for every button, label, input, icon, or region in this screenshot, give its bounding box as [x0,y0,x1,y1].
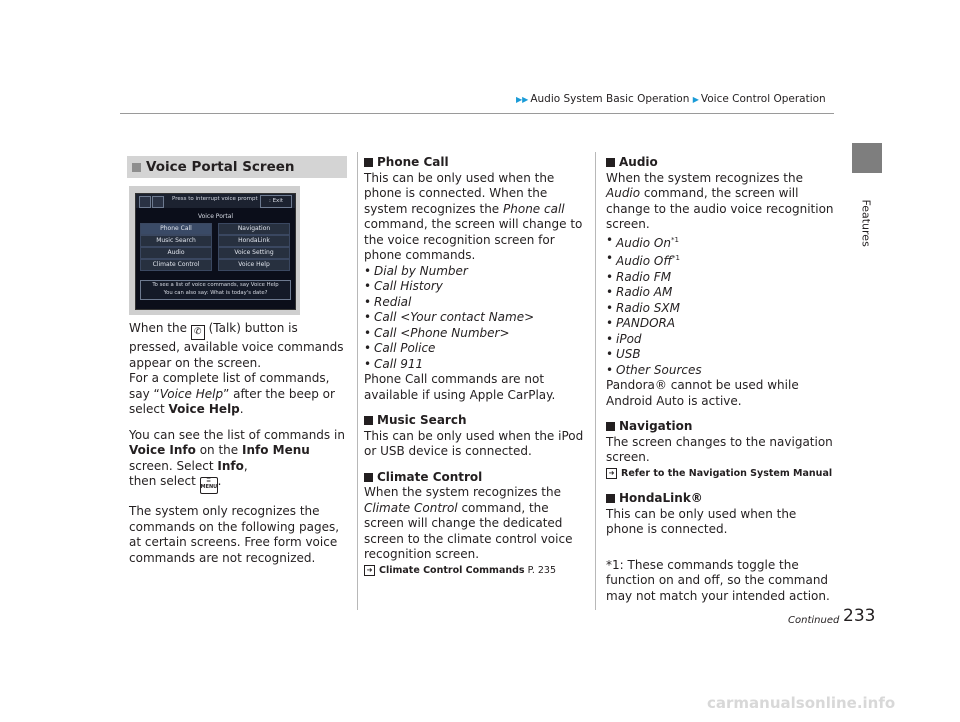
bullet-icon: • [606,232,614,247]
hondalink-button: HondaLink [218,235,290,247]
list-item-text: Call 911 [374,356,424,371]
bullet-icon: • [606,362,614,377]
middle-column [364,155,590,578]
square-icon [606,494,615,503]
column-divider [595,152,596,610]
climate-control-button: Climate Control [140,259,212,271]
interrupt-text: Press to interrupt voice prompt [172,196,258,202]
bullet-icon: • [364,325,372,340]
list-item [606,301,834,317]
list-item [364,326,590,342]
list-item-text: Call <Phone Number> [374,325,510,340]
list-item [606,363,834,379]
bullet-icon: • [606,285,614,299]
voice-portal-screenshot [129,186,300,315]
navigation-button: Navigation [218,223,290,235]
navigation-manual-reference-link[interactable]: ➜ Refer to the Navigation System Manual [606,466,834,482]
list-item-text: Radio AM [616,285,673,299]
climate-control-reference-link[interactable]: ➜ Climate Control Commands P. 235 [364,563,590,579]
paragraph: You can see the list of commands in Voice Info on the Info Menu screen. Select Info, then select ☰ MENU. [129,428,351,495]
page-number: 233 [843,606,876,626]
breadcrumb [516,93,826,105]
list-item [606,316,834,332]
phone-call-heading: Phone Call [364,155,590,171]
screen-top-bar [136,194,295,208]
navigation-heading: Navigation [606,419,834,435]
menu-icon: ☰ MENU [200,477,218,494]
list-item-text: Audio Off$^{*1}$ [616,254,680,268]
audio-command-list [606,233,834,379]
screen [135,193,296,310]
list-item-text: Call History [374,279,443,293]
voice-setting-button: Voice Setting [218,247,290,259]
square-icon [606,158,615,167]
exit-button: : Exit [260,195,292,208]
list-item [606,285,834,301]
square-icon [606,422,615,431]
list-item-text: Audio On$^{*1}$ [616,235,679,250]
bullet-icon: • [364,263,372,278]
music-search-heading: Music Search [364,413,590,429]
paragraph: This can be only used when the iPod or USB device is connected. [364,428,584,458]
audio-heading: Audio [606,155,834,171]
hint-line: To see a list of voice commands, say Voice Help [152,282,279,288]
paragraph: The system only recognizes the commands on the following pages, at certain screens. Free form voice commands are not recognized. [129,504,340,565]
square-icon [132,163,141,172]
reference-arrow-icon: ➜ [364,565,375,576]
hint-line: You can also say: What is today's date? [163,290,268,296]
talk-icon: ✆ [191,325,205,340]
list-item-text: Redial [374,294,412,309]
list-item-text: Radio SXM [616,300,680,315]
paragraph: When the system recognizes the Climate Control command, the screen will change the dedicated screen to the climate control voice recognition screen. [364,485,573,561]
breadcrumb-item: Voice Control Operation [700,93,826,105]
square-icon [364,158,373,167]
phone-call-button: Phone Call [140,223,212,235]
bullet-icon: • [364,341,372,355]
paragraph: Pandora® cannot be used while Android Auto is active. [606,378,799,408]
list-item-text: Radio FM [616,269,672,284]
list-item [606,233,834,252]
column-divider [357,152,358,610]
back-icon [152,196,164,208]
list-item-text: Call Police [374,341,436,355]
list-item [364,341,590,357]
side-tab-label: Features [859,199,873,247]
bullet-icon: • [606,331,614,346]
bullet-icon: • [364,356,372,371]
list-item-text: Call <Your contact Name> [374,310,535,324]
list-item [606,270,834,286]
audio-button: Audio [140,247,212,259]
phone-command-list [364,264,590,373]
continued-label: Continued [788,615,840,626]
paragraph: The screen changes to the navigation screen. [606,434,833,464]
square-icon [364,416,373,425]
list-item-text: Dial by Number [374,263,468,278]
left-column [129,321,351,566]
section-title: Voice Portal Screen [146,159,295,175]
triangle-icon: ▶ [692,95,699,104]
list-item-text: iPod [616,331,642,346]
side-tab [852,143,882,173]
list-item [364,310,590,326]
footnote-marker: *1 [670,235,679,244]
list-item [364,357,590,373]
list-item [606,251,834,270]
paragraph: When the system recognizes the Audio command, the screen will change to the audio voice recognition screen. [606,170,834,231]
music-search-button: Music Search [140,235,212,247]
paragraph: This can be only used when the phone is connected. [606,506,797,536]
voice-help-button: Voice Help [218,259,290,271]
bullet-icon: • [364,294,372,309]
paragraph: Phone Call commands are not available if using Apple CarPlay. [364,372,556,402]
screen-title: Voice Portal [197,213,234,220]
list-item [606,332,834,348]
paragraph: This can be only used when the phone is connected. When the system recognizes the Phone call command, the screen will change to the voice recognition screen for phone commands. [364,170,583,262]
bullet-icon: • [606,269,614,284]
section-header [127,156,347,178]
right-column [606,155,834,604]
breadcrumb-item: Audio System Basic Operation [530,93,690,105]
talk-icon [139,196,151,208]
list-item [364,279,590,295]
paragraph: When the ✆ (Talk) button is pressed, available voice commands appear on the screen. [129,321,344,370]
list-item [364,295,590,311]
footnote: *1: These commands toggle the function on and off, so the command may not match your intended action. [606,557,830,603]
bullet-icon: • [364,279,372,293]
watermark: carmanualsonline.info [707,694,896,712]
triangle-icon: ▶▶ [516,95,529,104]
bullet-icon: • [606,300,614,315]
climate-control-heading: Climate Control [364,470,590,486]
list-item [606,347,834,363]
list-item-text: Other Sources [616,362,702,377]
paragraph: For a complete list of commands, say “Voice Help” after the beep or select Voice Help. [129,371,335,416]
hondalink-heading: HondaLink® [606,491,834,507]
bullet-icon: • [606,316,614,330]
bullet-icon: • [606,251,614,265]
header-divider [120,113,834,114]
reference-arrow-icon: ➜ [606,468,617,479]
footnote-marker: *1 [672,254,680,262]
list-item-text: USB [616,347,641,361]
list-item [364,264,590,280]
bullet-icon: • [364,310,372,324]
square-icon [364,473,373,482]
list-item-text: PANDORA [616,316,676,330]
hint-box [140,280,291,300]
bullet-icon: • [606,347,614,361]
